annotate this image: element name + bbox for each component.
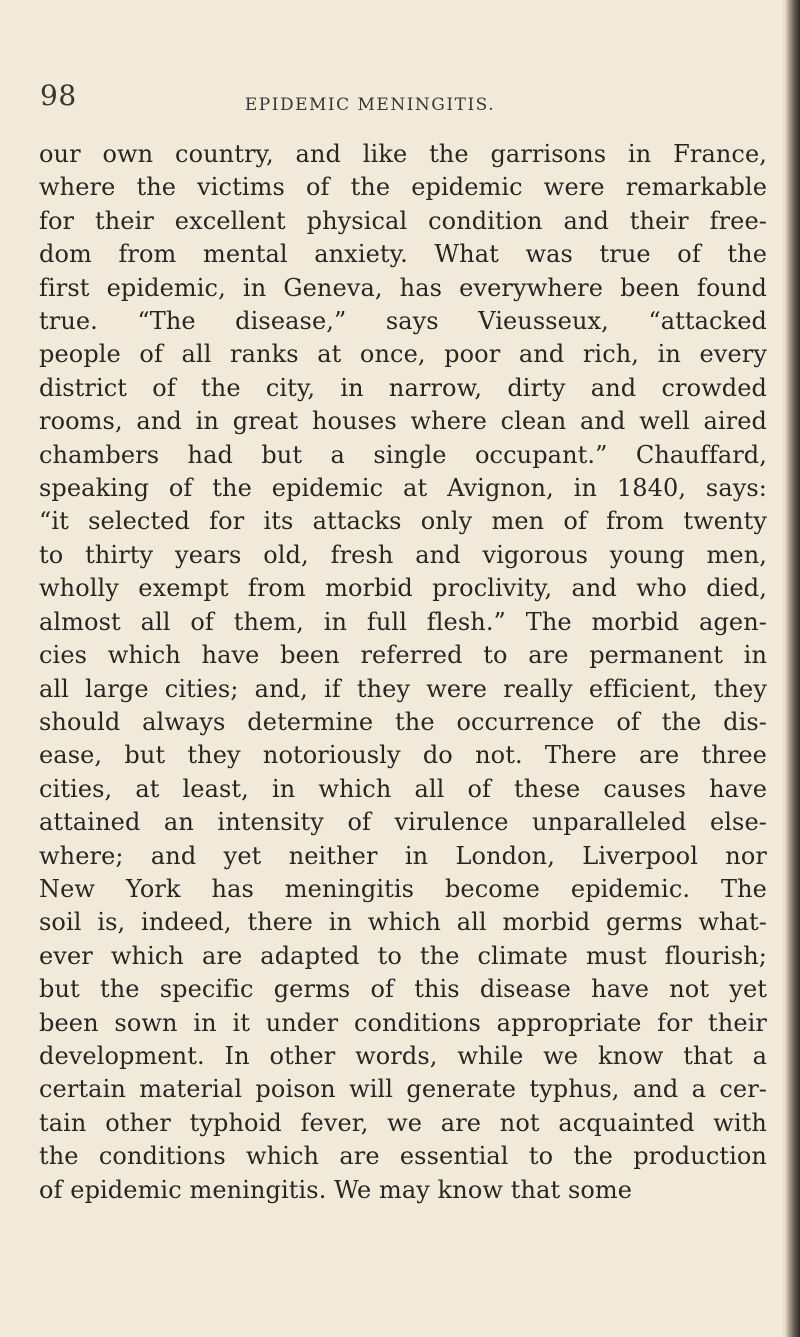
text-line: all large cities; and, if they were really efficient, they xyxy=(39,674,767,703)
text-line: true. “The disease,” says Vieusseux, “attacked xyxy=(39,307,767,336)
text-line: cies which have been referred to are permanent in xyxy=(39,641,767,670)
text-line: tain other typhoid fever, we are not acquainted with xyxy=(39,1108,767,1137)
text-line: attained an intensity of virulence unparalleled else- xyxy=(39,808,767,837)
text-line: cities, at least, in which all of these causes have xyxy=(39,774,767,803)
text-line: rooms, and in great houses where clean and well aired xyxy=(39,407,767,436)
page-edge-shadow xyxy=(786,0,800,1337)
text-line: where the victims of the epidemic were remarkable xyxy=(39,173,767,202)
text-line: district of the city, in narrow, dirty and crowded xyxy=(39,373,767,402)
text-line: of epidemic meningitis. We may know that some xyxy=(39,1175,633,1204)
text-line: soil is, indeed, there in which all morbid germs what- xyxy=(39,908,767,937)
text-line: should always determine the occurrence of the dis- xyxy=(39,707,767,736)
text-line: for their excellent physical condition and their free- xyxy=(39,206,767,235)
text-line: dom from mental anxiety. What was true of the xyxy=(39,240,767,269)
text-line: first epidemic, in Geneva, has everywhere been found xyxy=(39,273,767,302)
text-line: “it selected for its attacks only men of from twenty xyxy=(39,507,767,536)
body-text xyxy=(39,138,767,1207)
text-line: wholly exempt from morbid proclivity, and who died, xyxy=(39,574,767,603)
text-line: certain material poison will generate typhus, and a cer- xyxy=(39,1075,767,1104)
text-line: chambers had but a single occupant.” Chauffard, xyxy=(39,440,767,469)
text-line: ever which are adapted to the climate must flourish; xyxy=(39,941,767,970)
text-line: development. In other words, while we know that a xyxy=(39,1041,767,1070)
text-line: people of all ranks at once, poor and rich, in every xyxy=(39,340,767,369)
running-head: EPIDEMIC MENINGITIS. xyxy=(244,95,496,115)
page-number: 98 xyxy=(40,79,77,112)
text-line: New York has meningitis become epidemic. The xyxy=(39,874,767,903)
text-line: but the specific germs of this disease have not yet xyxy=(39,975,767,1004)
text-line: the conditions which are essential to the production xyxy=(39,1142,767,1171)
text-line: to thirty years old, fresh and vigorous young men, xyxy=(39,540,767,569)
text-line: almost all of them, in full flesh.” The morbid agen- xyxy=(39,607,767,636)
text-line: where; and yet neither in London, Liverpool nor xyxy=(39,841,767,870)
text-line: been sown in it under conditions appropriate for their xyxy=(39,1008,767,1037)
text-line: ease, but they notoriously do not. There are three xyxy=(39,741,767,770)
text-line: our own country, and like the garrisons in France, xyxy=(39,140,767,168)
text-line: speaking of the epidemic at Avignon, in 1840, says: xyxy=(39,474,767,503)
